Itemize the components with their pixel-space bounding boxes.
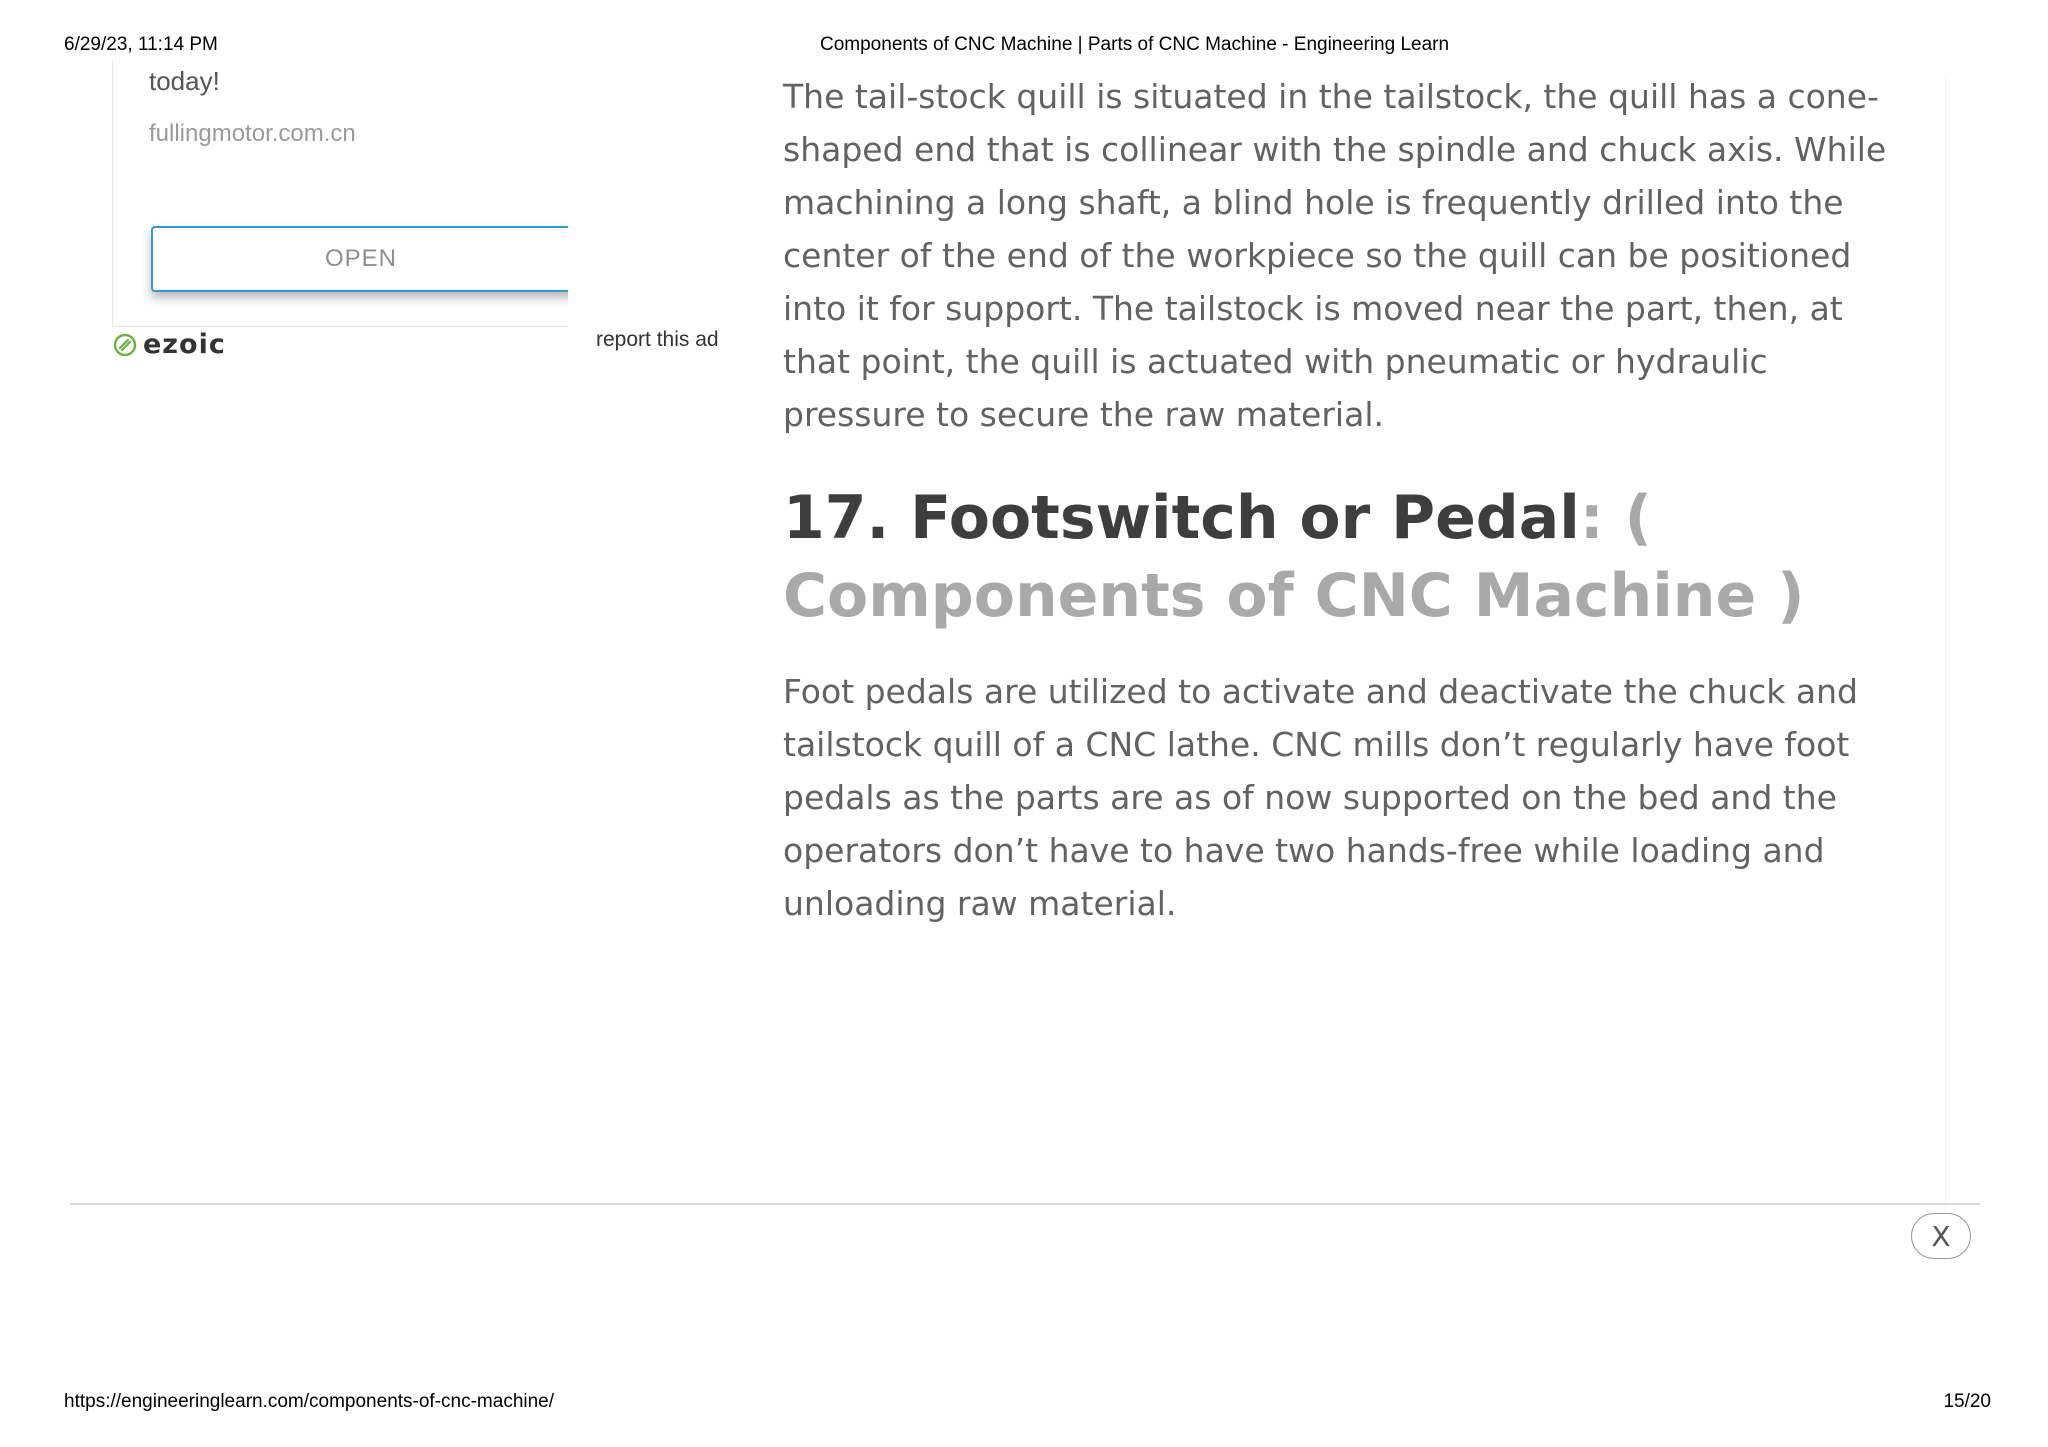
ad-open-button[interactable]: OPEN — [151, 226, 568, 292]
tailstock-quill-paragraph: The tail-stock quill is situated in the tailstock, the quill has a cone-shaped end that is collinear with the spindle and chuck axis. While machining a long shaft, a blind hole is frequently drilled into the center of the end of the workpiece so the quill can be positioned into it for support. The tailstock is moved near the part, then, at that point, the quill is actuated with pneumatic or hydraulic pressure to secure the raw material. — [783, 77, 1887, 434]
ad-container[interactable] — [112, 60, 568, 327]
sidebar-divider — [1945, 76, 1946, 1202]
article-content — [783, 70, 1893, 930]
sticky-ad-divider — [70, 1203, 1980, 1205]
print-page-title: Components of CNC Machine | Parts of CNC Machine - Engineering Learn — [820, 34, 1450, 55]
print-datetime: 6/29/23, 11:14 PM — [64, 34, 218, 55]
print-url: https://engineeringlearn.com/components-of-cnc-machine/ — [64, 1391, 555, 1412]
section-heading-suffix: : ( Components of CNC Machine ) — [783, 483, 1805, 631]
close-ad-button[interactable]: X — [1911, 1213, 1971, 1259]
section-heading — [783, 479, 1893, 635]
print-page-number: 15/20 — [1943, 1391, 1991, 1412]
ezoic-logo[interactable] — [113, 329, 226, 360]
ad-headline[interactable]: today! — [149, 66, 220, 96]
report-ad-link[interactable]: report this ad — [596, 328, 719, 351]
ezoic-leaf-icon — [113, 333, 137, 357]
section-heading-main: 17. Footswitch or Pedal — [783, 483, 1580, 553]
footswitch-paragraph: Foot pedals are utilized to activate and deactivate the chuck and tailstock quill of a CNC lathe. CNC mills don’t regularly have foot pedals as the parts are as of now supported on the bed and the operators don’t have to have two hands-free while loading and unloading raw material. — [783, 672, 1858, 923]
ezoic-wordmark: ezoic — [143, 329, 226, 360]
ad-domain[interactable]: fullingmotor.com.cn — [149, 120, 356, 147]
